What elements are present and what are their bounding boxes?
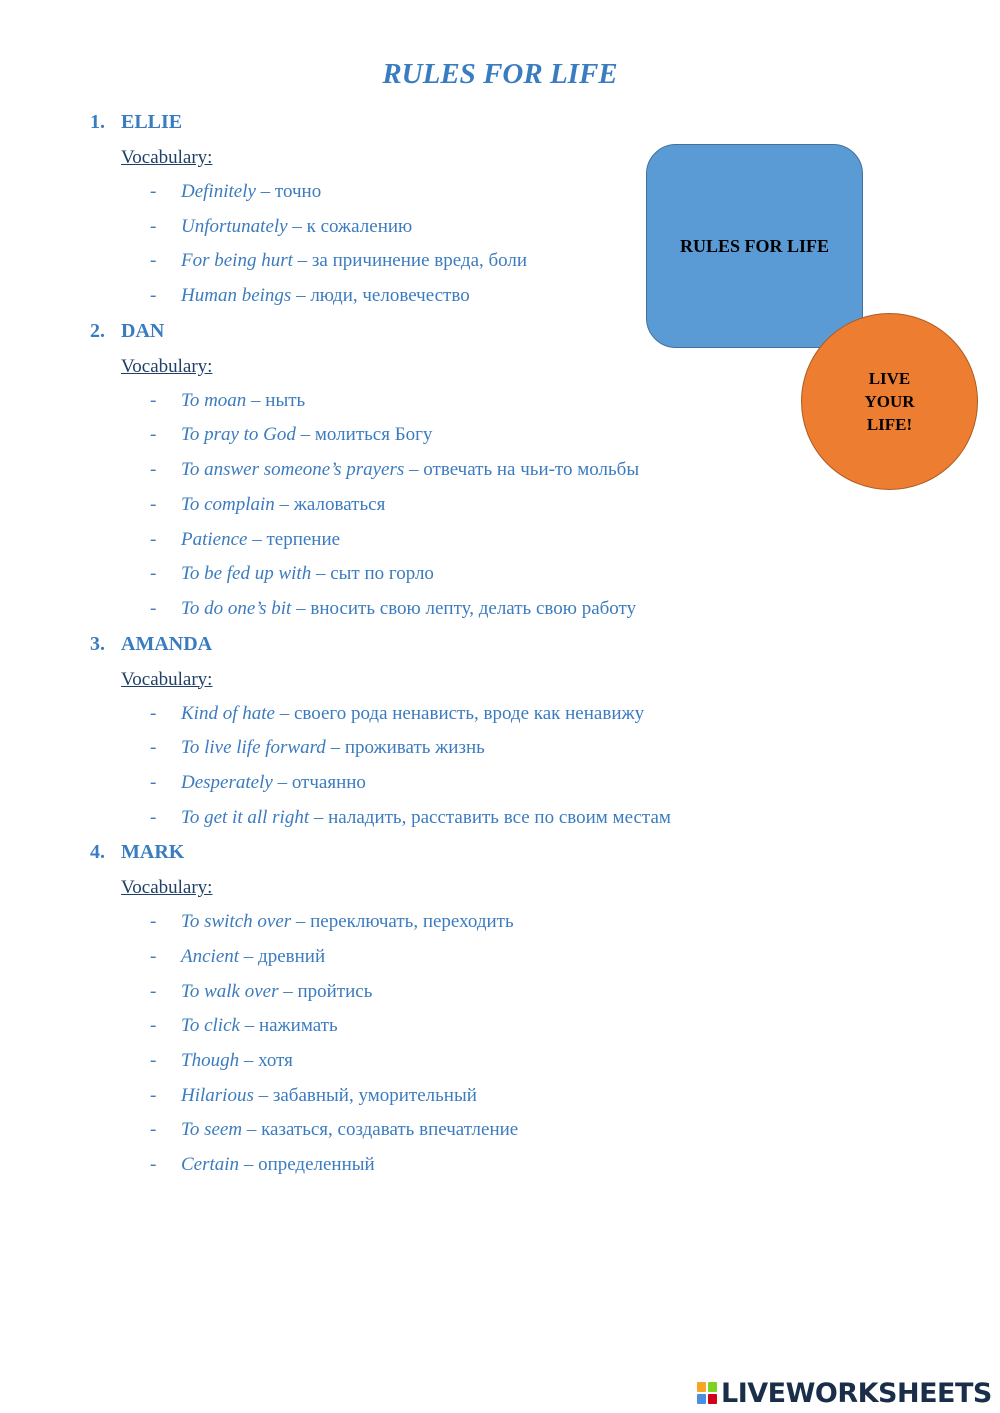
vocab-text <box>181 697 644 732</box>
vocab-text <box>181 801 671 836</box>
vocab-text <box>181 384 305 419</box>
vocab-term: To be fed up with <box>181 563 312 585</box>
vocab-term: To live life forward <box>181 737 326 759</box>
bullet-dash: - <box>150 946 157 967</box>
vocab-term: Hilarious <box>181 1084 254 1106</box>
vocab-translation: – определенный <box>239 1154 375 1176</box>
vocab-term: To complain <box>181 493 275 515</box>
vocab-translation: – точно <box>255 181 322 202</box>
bullet-dash: - <box>150 1119 157 1141</box>
vocab-term: Kind of hate <box>181 702 275 724</box>
vocab-item <box>0 557 1000 592</box>
vocab-translation: – терпение <box>247 528 341 550</box>
vocab-translation: – люди, человечество <box>291 285 470 307</box>
bullet-dash: - <box>150 1154 157 1176</box>
bullet-dash: - <box>150 806 157 828</box>
vocab-translation: – древний <box>239 946 326 967</box>
vocab-text <box>181 731 485 766</box>
bullet-dash: - <box>150 737 157 759</box>
section-number: 2. <box>90 319 105 342</box>
vocab-translation: – жаловаться <box>274 493 386 515</box>
vocab-translation: – переключать, переходить <box>291 911 514 933</box>
vocab-translation: – отвечать на чьи-то мольбы <box>404 459 640 481</box>
vocabulary-label: Vocabulary: <box>121 147 213 168</box>
vocab-text <box>181 1148 375 1183</box>
vocab-translation: – своего рода ненависть, вроде как ненавижу <box>274 702 645 724</box>
vocab-item <box>0 697 1000 732</box>
vocab-text <box>181 453 639 488</box>
bullet-dash: - <box>150 285 157 307</box>
vocab-item <box>0 592 1000 627</box>
vocab-term: Patience <box>181 528 248 550</box>
section-name: ELLIE <box>121 111 183 133</box>
vocab-translation: – ныть <box>246 389 306 411</box>
vocab-translation: – к сожалению <box>287 215 413 237</box>
vocab-term: To seem <box>181 1119 243 1141</box>
bullet-dash: - <box>150 563 157 585</box>
rules-for-life-box-label: RULES FOR LIFE <box>679 235 830 256</box>
section-number: 4. <box>90 841 105 864</box>
vocab-text <box>181 244 527 279</box>
section-number: 3. <box>90 632 105 655</box>
bullet-dash: - <box>150 1015 157 1037</box>
bullet-dash: - <box>150 1084 157 1106</box>
bullet-dash: - <box>150 250 157 272</box>
bullet-dash: - <box>150 459 157 481</box>
vocab-text <box>181 210 412 245</box>
bullet-dash: - <box>150 528 157 550</box>
page-title: RULES FOR LIFE <box>382 58 618 90</box>
vocab-text <box>181 279 470 314</box>
vocab-translation: – проживать жизнь <box>325 737 485 759</box>
vocab-term: Desperately <box>181 771 273 793</box>
vocab-translation: – вносить свою лепту, делать свою работу <box>291 597 637 619</box>
vocab-term: Definitely <box>181 181 256 202</box>
vocab-term: To do one’s bit <box>181 597 292 619</box>
vocab-text <box>181 766 366 801</box>
vocab-item <box>0 731 1000 766</box>
bullet-dash: - <box>150 597 157 619</box>
logo-text: LIVEWORKSHEETS <box>721 1377 992 1409</box>
vocab-item <box>0 488 1000 523</box>
vocab-text <box>181 1044 293 1079</box>
bullet-dash: - <box>150 493 157 515</box>
vocab-translation: – сыт по горло <box>311 563 434 585</box>
vocab-item <box>0 1044 1000 1079</box>
vocab-text <box>181 592 636 627</box>
vocab-text <box>181 557 434 592</box>
vocab-term: To answer someone’s prayers <box>181 459 405 481</box>
section-heading-ellie <box>0 105 1000 140</box>
vocabulary-label: Vocabulary: <box>121 355 213 377</box>
vocab-text <box>181 940 325 975</box>
bullet-dash: - <box>150 215 157 237</box>
vocab-text <box>181 418 432 453</box>
live-your-life-circle <box>801 313 978 490</box>
vocab-term: For being hurt <box>181 250 293 272</box>
vocab-translation: – молиться Богу <box>295 424 433 446</box>
bullet-dash: - <box>150 980 157 1002</box>
liveworksheets-logo[interactable] <box>697 1377 992 1409</box>
vocab-translation: – пройтись <box>278 980 373 1002</box>
bullet-dash: - <box>150 702 157 724</box>
vocab-text <box>181 1113 518 1148</box>
vocab-item <box>0 975 1000 1010</box>
vocab-term: Certain <box>181 1154 240 1176</box>
live-your-life-label: LIVE YOUR LIFE! <box>864 369 915 434</box>
vocab-text <box>181 1009 338 1044</box>
section-name: DAN <box>121 319 165 342</box>
vocab-item <box>0 523 1000 558</box>
vocab-text <box>181 905 514 940</box>
vocab-term: To moan <box>181 389 247 411</box>
vocab-term: To switch over <box>181 911 292 933</box>
vocab-translation: – хотя <box>239 1050 293 1072</box>
vocab-item <box>0 1113 1000 1148</box>
section-number: 1. <box>90 111 105 133</box>
vocab-item <box>0 1079 1000 1114</box>
section-heading-amanda <box>0 627 1000 662</box>
vocab-translation: – казаться, создавать впечатление <box>242 1119 519 1141</box>
section-heading-mark <box>0 835 1000 870</box>
vocab-term: Human beings <box>181 285 292 307</box>
vocabulary-label: Vocabulary: <box>121 668 213 690</box>
vocab-text <box>181 488 385 523</box>
logo-grid-icon <box>697 1382 717 1404</box>
vocab-term: To walk over <box>181 980 279 1002</box>
vocab-item <box>0 940 1000 975</box>
bullet-dash: - <box>150 771 157 793</box>
vocab-term: Ancient <box>181 946 240 967</box>
vocab-text <box>181 1079 477 1114</box>
vocab-translation: – отчаянно <box>272 771 366 793</box>
vocab-text <box>181 523 340 558</box>
vocab-item <box>0 1009 1000 1044</box>
vocab-term: To click <box>181 1015 240 1037</box>
vocab-text <box>181 175 321 210</box>
vocab-text <box>181 975 372 1010</box>
section-name: AMANDA <box>121 632 213 655</box>
vocab-term: To get it all right <box>181 806 310 828</box>
vocab-item <box>0 905 1000 940</box>
vocab-term: To pray to God <box>181 424 296 446</box>
vocab-translation: – забавный, уморительный <box>253 1084 477 1106</box>
vocabulary-label: Vocabulary: <box>121 877 213 899</box>
rules-for-life-box <box>646 144 863 348</box>
vocab-translation: – наладить, расставить все по своим местам <box>309 806 671 828</box>
bullet-dash: - <box>150 181 157 202</box>
bullet-dash: - <box>150 911 157 933</box>
bullet-dash: - <box>150 389 157 411</box>
bullet-dash: - <box>150 424 157 446</box>
section-name: MARK <box>121 841 185 864</box>
vocab-translation: – нажимать <box>239 1015 338 1037</box>
vocab-term: Unfortunately <box>181 215 288 237</box>
vocab-item <box>0 766 1000 801</box>
vocab-item <box>0 1148 1000 1183</box>
vocab-item <box>0 801 1000 836</box>
vocab-translation: – за причинение вреда, боли <box>292 250 528 272</box>
vocab-term: Though <box>181 1050 240 1072</box>
bullet-dash: - <box>150 1050 157 1072</box>
